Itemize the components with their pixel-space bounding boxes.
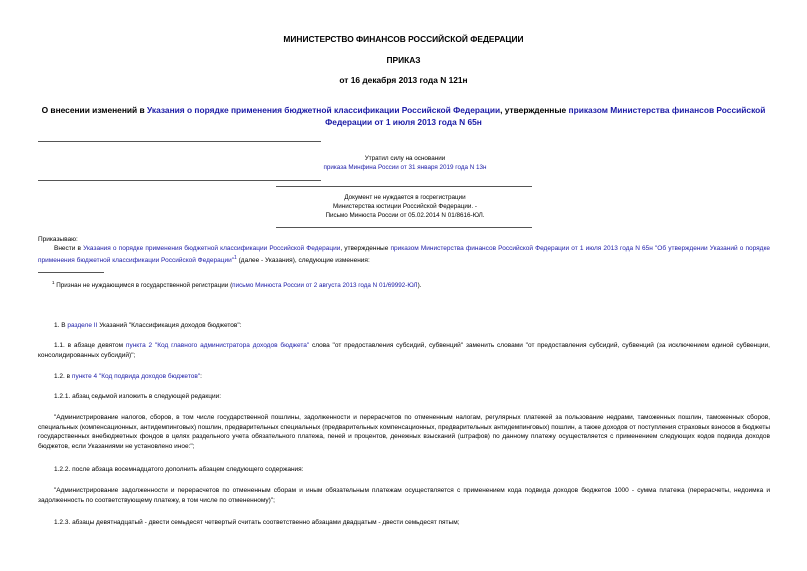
divider-line — [38, 180, 321, 181]
divider-line — [38, 141, 321, 142]
revocation-link[interactable]: приказа Минфина России от 31 января 2019 года N 13н — [323, 164, 487, 171]
footnote-mark: 1 — [52, 280, 55, 285]
footnote-divider — [38, 272, 104, 273]
title-middle: , утвержденные — [500, 105, 569, 115]
divider-line — [276, 186, 532, 187]
intro-text: Внести в — [54, 245, 84, 252]
item-1-2-1: 1.2.1. абзац седьмой изложить в следующей редакции: — [54, 393, 222, 400]
item-1 — [54, 321, 241, 331]
item-1-2-2: 1.2.2. после абзаца восемнадцатого дополнить абзацем следующего содержания: — [54, 466, 304, 473]
title-link-order[interactable]: приказом Министерства финансов Российской Федерации от 1 июля 2013 года N 65н — [325, 105, 766, 127]
footnote-text: ). — [417, 282, 422, 290]
item-text: 1. В — [54, 322, 68, 329]
quote-1: "Администрирование налогов, сборов, в том числе государственной пошлины, задолженности и перерасчетов по отмененным налогам, регулярных платежей за пользование недрами, таможенных пошлин, таможенных сборов, специальных (компенсационных, антидемпинговых) пошлин, предварительных специальных (предварительных компенсационных, предварительных антидемпинговых) пошлин, а также доходов от поступления страховых взносов в бюджеты государственных внебюджетных фондов в целях раздельного учета обязательного платежа, пеней и процентов, денежных взысканий (штрафов) по данному платежу осуществляется с применением следующих кодов подвида доходов бюджетов, если Указаниями не установлено иное:"; — [38, 414, 770, 450]
title-prefix: О внесении изменений в — [41, 105, 148, 115]
title-link-instructions[interactable]: Указания о порядке применения бюджетной классификации Российской Федерации — [147, 105, 501, 115]
revocation-notice — [260, 154, 550, 172]
item-text: слова "от предоставления субсидий, субвенций" заменить словами "от предоставления субсидий, субвенций (за исключением единой субвенции, консолидированных субсидий)"; — [38, 342, 770, 359]
revocation-text: Утратил силу на основании — [364, 155, 446, 162]
intro-text: (далее - Указания), следующие изменения: — [236, 256, 370, 264]
ministry-name: МИНИСТЕРСТВО ФИНАНСОВ РОССИЙСКОЙ ФЕДЕРАЦИИ — [283, 34, 524, 44]
divider-line — [276, 227, 532, 228]
quote-2: "Администрирование задолженности и перерасчетов по отмененным сборам и иным обязательным платежам осуществляется с применением кода подвида доходов бюджетов 1000 - сумма платежа (перерасчеты, недоимка и задолженность по соответствующему платежу, в том числе по отмененному)"; — [38, 487, 770, 504]
item-1-2-3: 1.2.3. абзацы девятнадцатый - двести семьдесят четвертый считать соответственно абзацами двадцатым - двести семьдесят пятым; — [54, 519, 460, 526]
registration-line-2: Министерства юстиции Российской Федерации. - — [332, 203, 477, 210]
item-text: Указаний "Классификация доходов бюджетов": — [97, 322, 242, 329]
footnote — [52, 278, 752, 290]
document-type: ПРИКАЗ — [386, 55, 421, 65]
document-title — [36, 104, 771, 128]
item-1-2 — [54, 372, 202, 382]
item-text: 1.2. в — [54, 373, 72, 380]
item-1-link[interactable]: разделе II — [67, 322, 98, 329]
item-1-1 — [38, 341, 770, 360]
document-date: от 16 декабря 2013 года N 121н — [339, 75, 468, 85]
registration-notice — [260, 193, 550, 220]
item-text: 1.1. в абзаце девятом — [54, 342, 126, 349]
footnote-text: Признан не нуждающимся в государственной регистрации ( — [54, 282, 233, 290]
intro-paragraph — [38, 244, 770, 265]
intro-link-order[interactable]: приказом Министерства финансов Российской Федерации от 1 июля 2013 года N 65н "Об утверждении Указаний о порядке применения бюджетной классификации Российской Федерации" — [38, 245, 770, 264]
footnote-link[interactable]: письмо Минюста России от 2 августа 2013 года N 01/69992-ЮЛ — [232, 282, 418, 290]
intro-text: , утвержденные — [340, 245, 391, 252]
footnote-reference[interactable]: 1 — [234, 254, 237, 261]
item-text: : — [200, 373, 202, 380]
item-1-2-link[interactable]: пункте 4 "Код подвида доходов бюджетов" — [71, 373, 201, 380]
registration-line-3: Письмо Минюста России от 05.02.2014 N 01/8616-ЮЛ. — [325, 212, 485, 219]
item-1-1-link[interactable]: пункта 2 "Код главного администратора доходов бюджета" — [125, 342, 310, 349]
order-word: Приказываю: — [38, 236, 78, 243]
registration-line-1: Документ не нуждается в госрегистрации — [344, 194, 466, 201]
intro-link-instructions[interactable]: Указания о порядке применения бюджетной классификации Российской Федерации — [83, 245, 341, 252]
